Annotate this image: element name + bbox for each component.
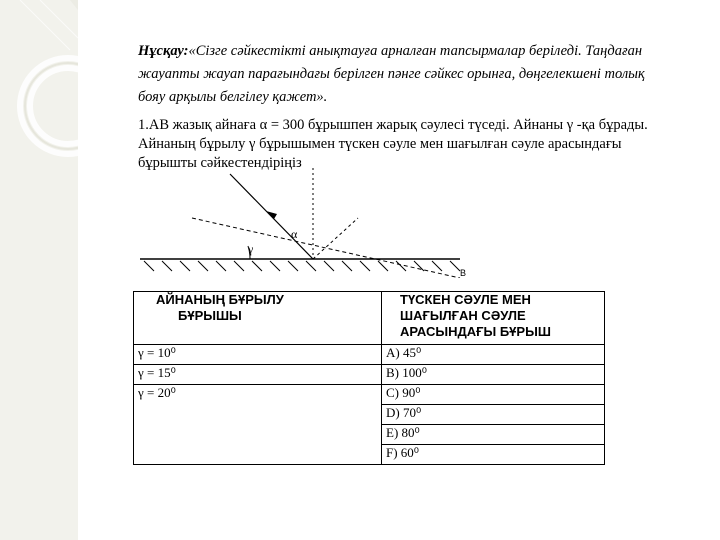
table-row [134, 365, 605, 385]
right-cell: D) 70⁰ [382, 405, 605, 425]
right-cell: A) 45⁰ [382, 345, 605, 365]
table-row [134, 345, 605, 365]
instruction-lead: Нұсқау: [138, 43, 189, 59]
col1-header: АЙНАНЫҢ БҰРЫЛУ БҰРЫШЫ [134, 292, 382, 345]
mirror-diagram [130, 160, 470, 278]
point-b-label: B [460, 268, 467, 278]
table-header-row [134, 292, 605, 345]
left-cell: γ = 10⁰ [134, 345, 382, 365]
left-cell: γ = 20⁰ [134, 385, 382, 465]
instruction-text [138, 40, 658, 109]
right-cell: F) 60⁰ [382, 445, 605, 465]
gamma-label: γ [248, 242, 254, 256]
table-row [134, 385, 605, 405]
right-cell: C) 90⁰ [382, 385, 605, 405]
instruction-body: «Сізге сәйкестікті анықтауға арналған тапсырмалар беріледі. Таңдаған жауапты жауап парағындағы берілген пәнге сәйкес орынға, дөңгелекшені толық бояу арқылы белгілеу қажет». [138, 43, 645, 105]
question-text: 1.АВ жазық айнаға α = 300 бұрышпен жарық сәулесі түседі. Айнаны γ -қа бұрады. Айнаның бұрылу γ бұрышымен түскен сәуле мен шағылған сәуле арасындағы бұрышты сәйкестендіріңіз [138, 117, 648, 171]
alpha-label: α [291, 227, 298, 241]
right-cell: B) 100⁰ [382, 365, 605, 385]
matching-table [133, 291, 605, 465]
decorative-side-band [0, 0, 78, 540]
decorative-swirl [0, 0, 78, 540]
right-cell: E) 80⁰ [382, 425, 605, 445]
col2-header: ТҮСКЕН СӘУЛЕ МЕН ШАҒЫЛҒАН СӘУЛЕ АРАСЫНДАҒЫ БҰРЫШ [382, 292, 605, 345]
left-cell: γ = 15⁰ [134, 365, 382, 385]
mirror-hatching [144, 261, 460, 271]
